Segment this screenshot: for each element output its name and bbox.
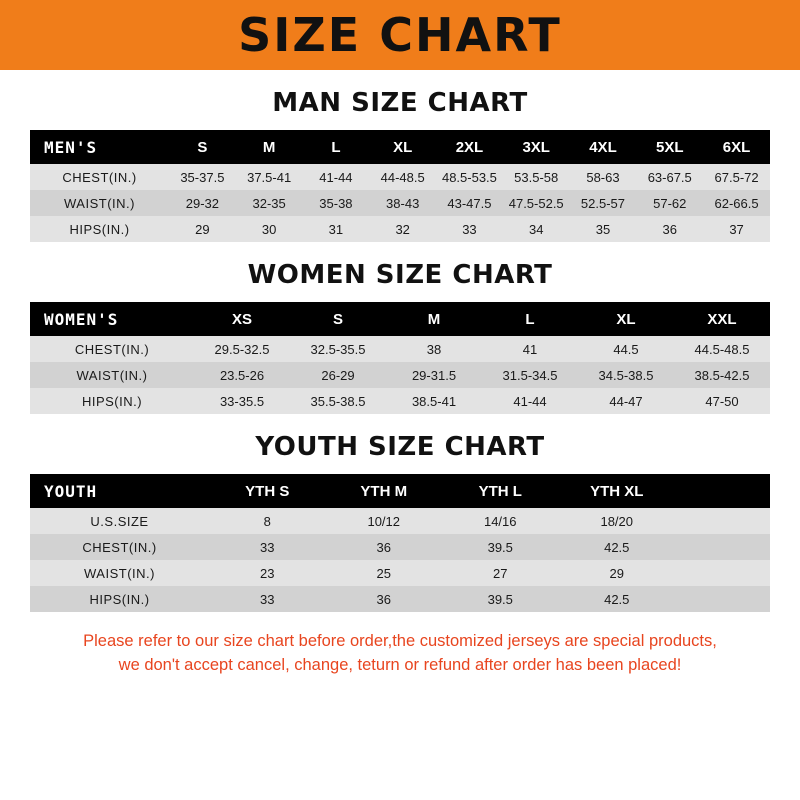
man-hips-6xl: 37 xyxy=(703,216,770,242)
order-policy-note-line1: Please refer to our size chart before order,the customized jerseys are special products, xyxy=(83,632,717,650)
header-banner xyxy=(0,0,800,70)
youth-chest-m: 36 xyxy=(326,534,443,560)
man-chest-xl: 44-48.5 xyxy=(369,164,436,190)
women-col-m: M xyxy=(386,302,482,336)
table-row xyxy=(30,164,770,190)
man-hips-3xl: 34 xyxy=(503,216,570,242)
man-hips-5xl: 36 xyxy=(636,216,703,242)
man-hips-xl: 32 xyxy=(369,216,436,242)
youth-waist-spacer xyxy=(675,560,770,586)
man-header-row xyxy=(30,130,770,164)
page-title: SIZE CHART xyxy=(238,8,562,62)
man-col-6xl: 6XL xyxy=(703,130,770,164)
women-hips-s: 35.5-38.5 xyxy=(290,388,386,414)
women-size-table xyxy=(30,302,770,414)
man-table-wrap xyxy=(30,130,770,242)
women-chest-l: 41 xyxy=(482,336,578,362)
youth-ussize-s: 8 xyxy=(209,508,326,534)
man-chest-6xl: 67.5-72 xyxy=(703,164,770,190)
women-waist-xs: 23.5-26 xyxy=(194,362,290,388)
women-hips-l: 41-44 xyxy=(482,388,578,414)
man-hips-l: 31 xyxy=(303,216,370,242)
man-waist-5xl: 57-62 xyxy=(636,190,703,216)
youth-hips-xl: 42.5 xyxy=(559,586,676,612)
youth-hips-m: 36 xyxy=(326,586,443,612)
women-waist-s: 26-29 xyxy=(290,362,386,388)
man-hips-2xl: 33 xyxy=(436,216,503,242)
women-waist-l: 31.5-34.5 xyxy=(482,362,578,388)
women-waist-xxl: 38.5-42.5 xyxy=(674,362,770,388)
youth-hips-s: 33 xyxy=(209,586,326,612)
youth-row-label-hips: HIPS(IN.) xyxy=(30,586,209,612)
man-corner-label: MEN'S xyxy=(30,130,169,164)
women-hips-xs: 33-35.5 xyxy=(194,388,290,414)
man-col-m: M xyxy=(236,130,303,164)
man-chest-5xl: 63-67.5 xyxy=(636,164,703,190)
women-col-xl: XL xyxy=(578,302,674,336)
man-chest-m: 37.5-41 xyxy=(236,164,303,190)
women-waist-xl: 34.5-38.5 xyxy=(578,362,674,388)
man-waist-4xl: 52.5-57 xyxy=(570,190,637,216)
man-waist-xl: 38-43 xyxy=(369,190,436,216)
man-table-body xyxy=(30,164,770,242)
women-table-body xyxy=(30,336,770,414)
man-chest-4xl: 58-63 xyxy=(570,164,637,190)
man-col-s: S xyxy=(169,130,236,164)
women-table-wrap xyxy=(30,302,770,414)
youth-waist-m: 25 xyxy=(326,560,443,586)
table-row xyxy=(30,336,770,362)
youth-col-xl: YTH XL xyxy=(559,474,676,508)
youth-ussize-l: 14/16 xyxy=(442,508,559,534)
table-row xyxy=(30,388,770,414)
youth-header-row xyxy=(30,474,770,508)
man-waist-m: 32-35 xyxy=(236,190,303,216)
table-row xyxy=(30,508,770,534)
youth-ussize-xl: 18/20 xyxy=(559,508,676,534)
youth-col-l: YTH L xyxy=(442,474,559,508)
table-row xyxy=(30,362,770,388)
man-chest-l: 41-44 xyxy=(303,164,370,190)
order-policy-note xyxy=(22,630,778,678)
youth-hips-spacer xyxy=(675,586,770,612)
women-chest-m: 38 xyxy=(386,336,482,362)
women-col-s: S xyxy=(290,302,386,336)
man-col-3xl: 3XL xyxy=(503,130,570,164)
women-hips-m: 38.5-41 xyxy=(386,388,482,414)
youth-size-table xyxy=(30,474,770,612)
women-chest-xxl: 44.5-48.5 xyxy=(674,336,770,362)
women-chest-xs: 29.5-32.5 xyxy=(194,336,290,362)
order-policy-note-line2: we don't accept cancel, change, teturn or refund after order has been placed! xyxy=(118,655,682,674)
youth-col-m: YTH M xyxy=(326,474,443,508)
youth-table-head xyxy=(30,474,770,508)
man-chest-s: 35-37.5 xyxy=(169,164,236,190)
man-row-label-chest: CHEST(IN.) xyxy=(30,164,169,190)
youth-waist-xl: 29 xyxy=(559,560,676,586)
youth-col-spacer xyxy=(675,474,770,508)
table-row xyxy=(30,586,770,612)
women-chest-xl: 44.5 xyxy=(578,336,674,362)
women-header-row xyxy=(30,302,770,336)
man-table-head xyxy=(30,130,770,164)
women-section-title: WOMEN SIZE CHART xyxy=(247,260,553,290)
man-waist-s: 29-32 xyxy=(169,190,236,216)
youth-table-wrap xyxy=(30,474,770,612)
women-col-xxl: XXL xyxy=(674,302,770,336)
women-hips-xxl: 47-50 xyxy=(674,388,770,414)
youth-table-body xyxy=(30,508,770,612)
man-col-4xl: 4XL xyxy=(570,130,637,164)
youth-ussize-spacer xyxy=(675,508,770,534)
youth-row-label-chest: CHEST(IN.) xyxy=(30,534,209,560)
women-col-xs: XS xyxy=(194,302,290,336)
women-row-label-chest: CHEST(IN.) xyxy=(30,336,194,362)
women-col-l: L xyxy=(482,302,578,336)
youth-col-s: YTH S xyxy=(209,474,326,508)
youth-section-title: YOUTH SIZE CHART xyxy=(255,432,545,462)
youth-chest-l: 39.5 xyxy=(442,534,559,560)
youth-waist-s: 23 xyxy=(209,560,326,586)
man-size-table xyxy=(30,130,770,242)
youth-ussize-m: 10/12 xyxy=(326,508,443,534)
women-chest-s: 32.5-35.5 xyxy=(290,336,386,362)
youth-corner-label: YOUTH xyxy=(30,474,209,508)
women-row-label-waist: WAIST(IN.) xyxy=(30,362,194,388)
man-chest-3xl: 53.5-58 xyxy=(503,164,570,190)
youth-chest-xl: 42.5 xyxy=(559,534,676,560)
man-chest-2xl: 48.5-53.5 xyxy=(436,164,503,190)
man-hips-s: 29 xyxy=(169,216,236,242)
man-waist-6xl: 62-66.5 xyxy=(703,190,770,216)
man-hips-m: 30 xyxy=(236,216,303,242)
table-row xyxy=(30,560,770,586)
man-col-l: L xyxy=(303,130,370,164)
women-table-head xyxy=(30,302,770,336)
women-waist-m: 29-31.5 xyxy=(386,362,482,388)
man-row-label-hips: HIPS(IN.) xyxy=(30,216,169,242)
man-waist-3xl: 47.5-52.5 xyxy=(503,190,570,216)
women-row-label-hips: HIPS(IN.) xyxy=(30,388,194,414)
youth-chest-spacer xyxy=(675,534,770,560)
man-waist-l: 35-38 xyxy=(303,190,370,216)
man-section-title: MAN SIZE CHART xyxy=(272,88,528,118)
man-hips-4xl: 35 xyxy=(570,216,637,242)
youth-hips-l: 39.5 xyxy=(442,586,559,612)
man-row-label-waist: WAIST(IN.) xyxy=(30,190,169,216)
man-col-2xl: 2XL xyxy=(436,130,503,164)
table-row xyxy=(30,190,770,216)
youth-row-label-ussize: U.S.SIZE xyxy=(30,508,209,534)
table-row xyxy=(30,216,770,242)
table-row xyxy=(30,534,770,560)
women-corner-label: WOMEN'S xyxy=(30,302,194,336)
youth-waist-l: 27 xyxy=(442,560,559,586)
man-col-xl: XL xyxy=(369,130,436,164)
women-hips-xl: 44-47 xyxy=(578,388,674,414)
youth-row-label-waist: WAIST(IN.) xyxy=(30,560,209,586)
man-col-5xl: 5XL xyxy=(636,130,703,164)
youth-chest-s: 33 xyxy=(209,534,326,560)
man-waist-2xl: 43-47.5 xyxy=(436,190,503,216)
